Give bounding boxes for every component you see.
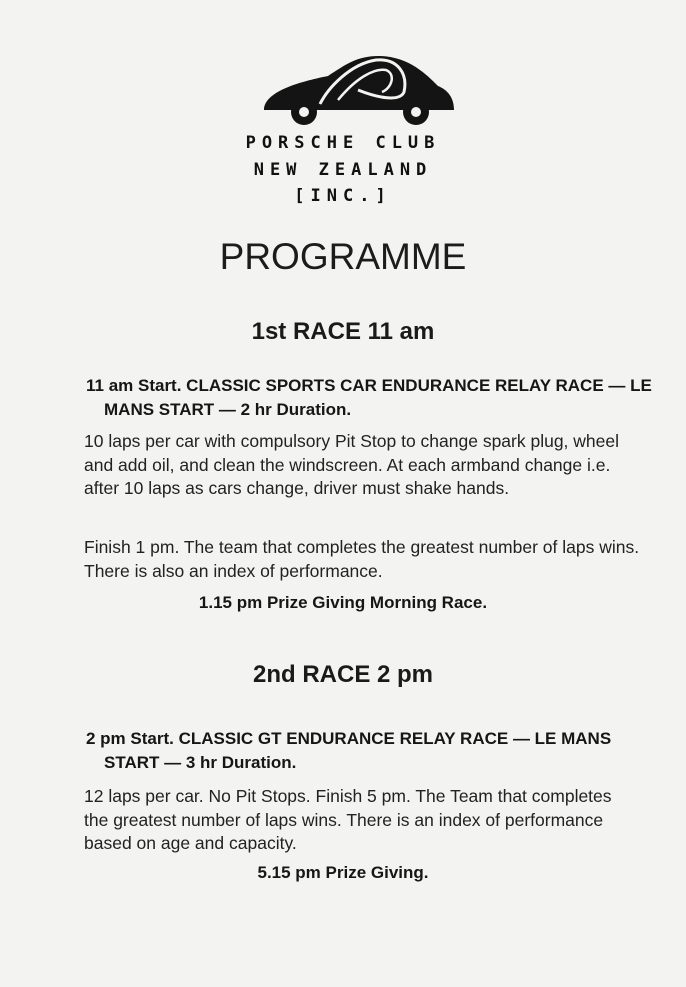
porsche-car-logo [258,52,456,130]
programme-title: PROGRAMME [219,236,467,277]
race1-prize: 1.15 pm Prize Giving Morning Race. [198,593,488,612]
race1-paragraph-1: 10 laps per car with compulsory Pit Stop to change spark plug, wheel and add oil, and clean the windscreen. At each armband change i.e. after 10 laps as cars change, driver must shake hands. [84,431,620,498]
race2-event: 2 pm Start. CLASSIC GT ENDURANCE RELAY RACE — LE MANS START — 3 hr Duration. [86,729,612,772]
club-name-line-1: PORSCHE CLUB [245,133,441,153]
race1-event: 11 am Start. CLASSIC SPORTS CAR ENDURANCE RELAY RACE — LE MANS START — 2 hr Duration. [86,376,652,419]
club-name-line-3: [INC.] [294,186,392,206]
club-name-line-2: NEW ZEALAND [253,160,433,180]
race2-prize: 5.15 pm Prize Giving. [257,863,429,882]
race2-heading: 2nd RACE 2 pm [252,661,434,688]
race2-paragraph: 12 laps per car. No Pit Stops. Finish 5 pm. The Team that completes the greatest number of laps wins. There is an index of performance based on age and capacity. [84,786,612,853]
race1-heading: 1st RACE 11 am [251,318,435,345]
race1-paragraph-2: Finish 1 pm. The team that completes the greatest number of laps wins. There is also an index of performance. [84,537,640,581]
